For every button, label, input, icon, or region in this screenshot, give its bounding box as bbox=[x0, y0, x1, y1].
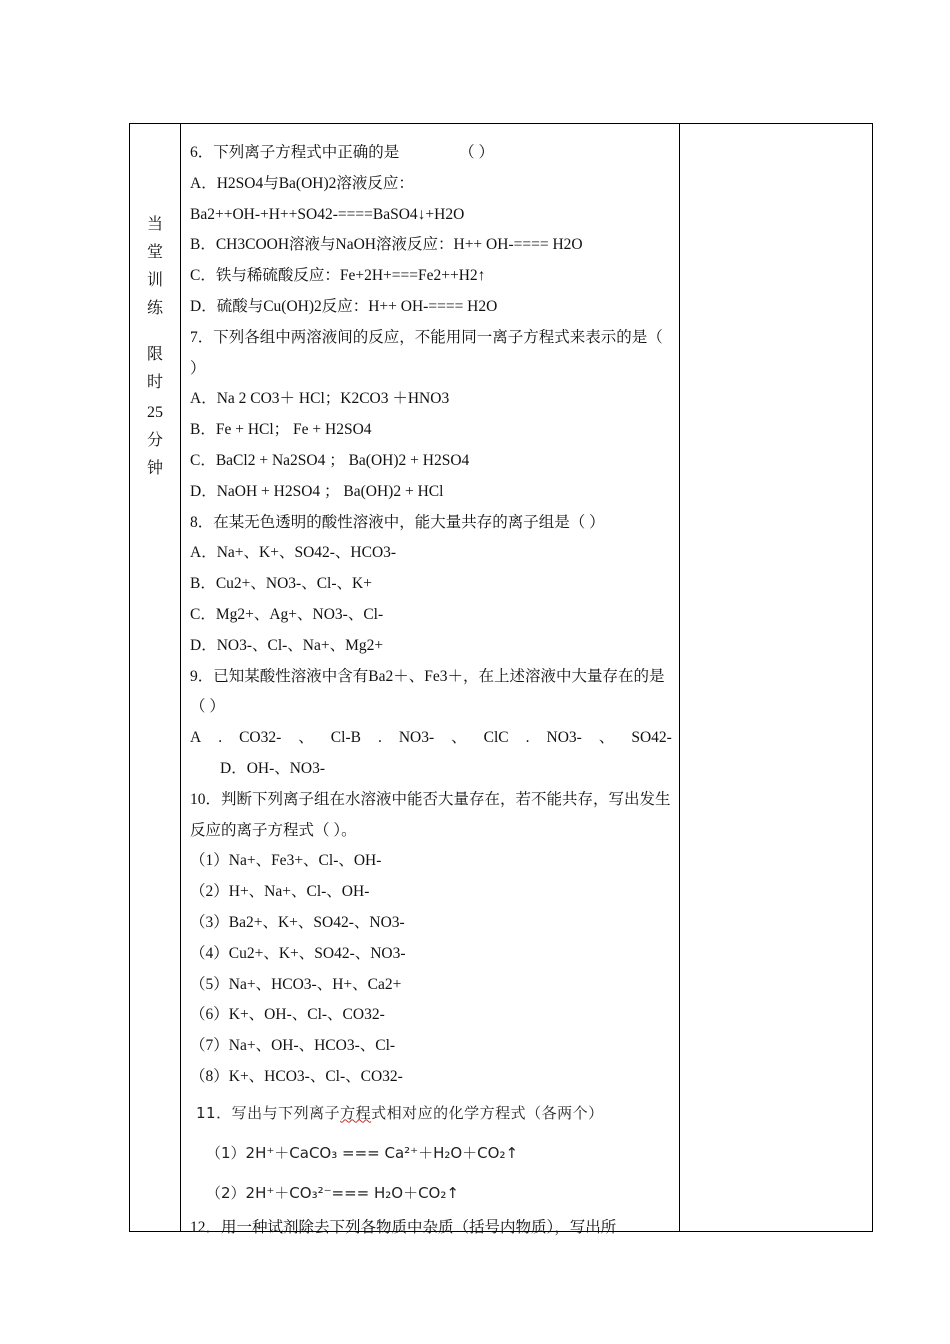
q10-item: （5）Na+、HCO3-、H+、Ca2+ bbox=[190, 975, 402, 993]
section-label-column bbox=[130, 124, 180, 1231]
q8-option-a: A．Na+、K+、SO42-、HCO3- bbox=[190, 544, 397, 562]
q10-item: （8）K+、HCO3-、Cl-、CO32- bbox=[190, 1067, 403, 1085]
q9-options-token: Cl-B bbox=[330, 729, 361, 747]
q6-option-c: C．铁与稀硫酸反应：Fe+2H+===Fe2++H2↑ bbox=[190, 267, 486, 285]
q10-item: （6）K+、OH-、Cl-、CO32- bbox=[190, 1006, 385, 1024]
q9-options-row bbox=[190, 723, 672, 754]
section-label-char: 当 bbox=[146, 216, 163, 233]
section-label-char: 钟 bbox=[146, 460, 163, 477]
q6-option-d: D．硫酸与Cu(OH)2反应：H++ OH-==== H2O bbox=[190, 297, 498, 315]
q10-item: （7）Na+、OH-、HCO3-、Cl- bbox=[190, 1037, 396, 1055]
q7-option-d: D．NaOH + H2SO4 ； Ba(OH)2 + HCl bbox=[190, 482, 444, 500]
q8-option-c: C．Mg2+、Ag+、NO3-、Cl- bbox=[190, 605, 384, 623]
worksheet-table bbox=[129, 123, 873, 1236]
spellcheck-underline: 方程 bbox=[340, 1103, 372, 1122]
question-content bbox=[190, 138, 672, 1244]
q6-stem: 6．下列离子方程式中正确的是 bbox=[190, 144, 400, 161]
q7-option-b: B．Fe + HCl； Fe + H2SO4 bbox=[190, 421, 372, 439]
q11-image-block bbox=[190, 1093, 672, 1213]
q10-item: （4）Cu2+、K+、SO42-、NO3- bbox=[190, 944, 406, 962]
q7-option-c: C．BaCl2 + Na2SO4 ； Ba(OH)2 + H2SO4 bbox=[190, 451, 470, 469]
q8-option-d: D．NO3-、Cl-、Na+、Mg2+ bbox=[190, 636, 384, 654]
q9-options-token: NO3- bbox=[398, 729, 435, 747]
q9-options-token: A bbox=[190, 729, 202, 747]
column-divider-left bbox=[180, 124, 181, 1231]
q6-option-b: B．CH3COOH溶液与NaOH溶液反应：H++ OH-==== H2O bbox=[190, 236, 583, 254]
q7-stem: 7．下列各组中两溶液间的反应，不能用同一离子方程式来表示的是（ ） bbox=[190, 328, 663, 377]
q6-answer-paren: （ ） bbox=[459, 144, 495, 161]
q8-stem: 8．在某无色透明的酸性溶液中，能大量共存的离子组是（ ） bbox=[190, 513, 605, 531]
q9-options-token: . bbox=[377, 729, 382, 747]
q9-options-token: . bbox=[525, 729, 530, 747]
q9-options-token: ClC bbox=[483, 729, 509, 747]
q11-equation-1: （1）2H⁺＋CaCO₃ === Ca²⁺＋H₂O＋CO₂↑ bbox=[206, 1143, 519, 1162]
q11-title: 11．写出与下列离子方程式相对应的化学方程式（各两个） bbox=[196, 1103, 604, 1122]
q9-options-token: 、 bbox=[298, 729, 314, 747]
section-label-char: 限 bbox=[146, 346, 163, 363]
q9-options-token: . bbox=[218, 729, 223, 747]
q9-stem: 9．已知某酸性溶液中含有Ba2＋、Fe3＋，在上述溶液中大量存在的是（ ） bbox=[190, 667, 665, 716]
q10-item: （1）Na+、Fe3+、Cl-、OH- bbox=[190, 852, 382, 870]
q10-item: （3）Ba2+、K+、SO42-、NO3- bbox=[190, 913, 405, 931]
q9-option-d: D．OH-、NO3- bbox=[220, 759, 326, 777]
q9-options-token: CO32- bbox=[239, 729, 282, 747]
q6-option-a-equation: Ba2++OH-+H++SO42-====BaSO4↓+H2O bbox=[190, 205, 465, 223]
q6-option-a: A．H2SO4与Ba(OH)2溶液反应： bbox=[190, 174, 414, 192]
q9-options-token: 、 bbox=[598, 729, 615, 747]
q10-stem: 10．判断下列离子组在水溶液中能否大量存在，若不能共存，写出发生反应的离子方程式（ ）。 bbox=[190, 790, 671, 839]
section-label-char: 时 bbox=[146, 374, 163, 391]
column-divider-right bbox=[679, 124, 680, 1231]
section-label-char: 练 bbox=[146, 300, 163, 317]
q9-options-token: SO42- bbox=[631, 729, 672, 747]
q7-option-a: A．Na 2 CO3＋ HCl；K2CO3 ＋HNO3 bbox=[190, 390, 450, 408]
q11-equation-2: （2）2H⁺＋CO₃²⁻=== H₂O＋CO₂↑ bbox=[206, 1183, 459, 1202]
q6-stem-line bbox=[190, 138, 672, 169]
q8-option-b: B．Cu2+、NO3-、Cl-、K+ bbox=[190, 575, 372, 593]
q9-options-token: 、 bbox=[451, 729, 467, 747]
q9-options-token: NO3- bbox=[546, 729, 582, 747]
section-label-char: 分 bbox=[146, 432, 163, 449]
q12-stem: 12．用一种试剂除去下列各物质中杂质（括号内物质），写出所 bbox=[190, 1218, 617, 1236]
section-label-char: 25 bbox=[147, 404, 163, 421]
q10-item: （2）H+、Na+、Cl-、OH- bbox=[190, 883, 370, 901]
section-label-char: 堂 bbox=[146, 244, 163, 261]
section-label-char: 训 bbox=[146, 272, 163, 289]
